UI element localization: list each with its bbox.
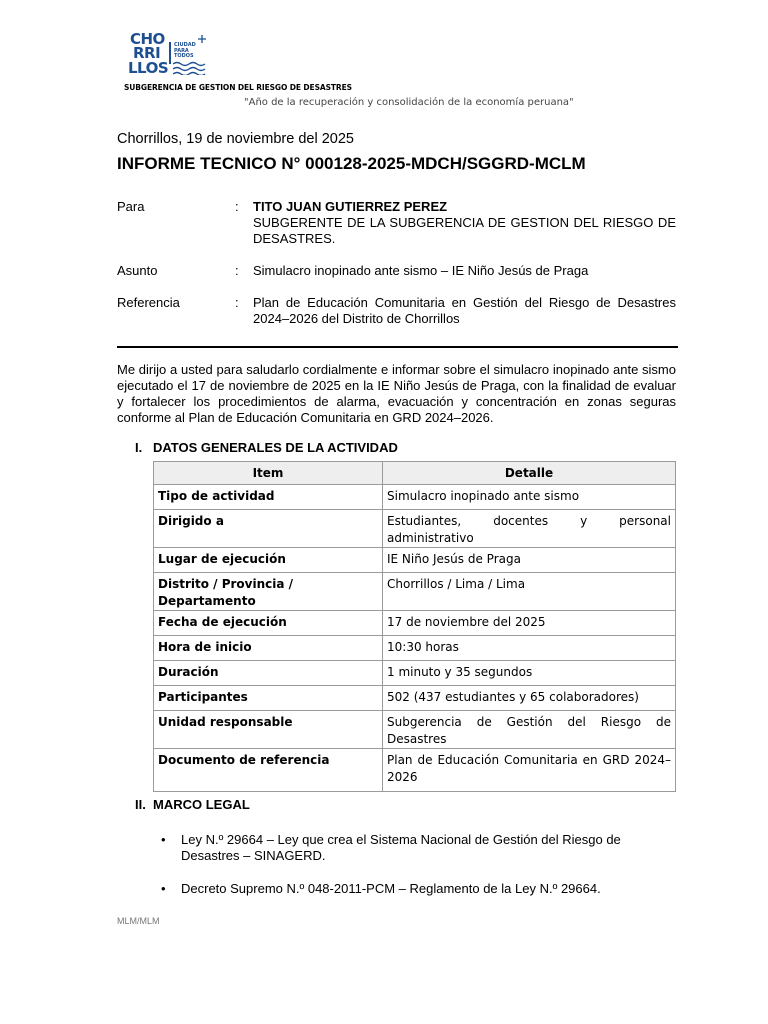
field-colon: : <box>235 263 239 278</box>
table-cell-item: Dirigido a <box>154 510 383 548</box>
field-colon: : <box>235 295 239 310</box>
table-cell-item: Participantes <box>154 686 383 711</box>
bullet-icon: • <box>161 832 166 847</box>
table-cell-item: Documento de referencia <box>154 749 383 792</box>
table-cell-detail: 1 minuto y 35 segundos <box>383 661 676 686</box>
table-row <box>154 510 676 548</box>
table-cell-detail: Plan de Educación Comunitaria en GRD 2024–2026 <box>383 749 676 792</box>
table-row <box>154 636 676 661</box>
table-cell-detail: 10:30 horas <box>383 636 676 661</box>
field-colon: : <box>235 199 239 214</box>
department-heading: SUBGERENCIA DE GESTION DEL RIESGO DE DESASTRES <box>124 83 352 92</box>
bullet-icon: • <box>161 881 166 896</box>
table-cell-item: Fecha de ejecución <box>154 611 383 636</box>
field-value-asunto: Simulacro inopinado ante sismo – IE Niño Jesús de Praga <box>253 263 589 278</box>
table-row <box>154 749 676 792</box>
logo-tagline: CIUDAD PARA TODOS <box>174 42 196 59</box>
table-row <box>154 548 676 573</box>
report-title: INFORME TECNICO N° 000128-2025-MDCH/SGGRD-MCLM <box>117 154 586 173</box>
table-cell-detail: Chorrillos / Lima / Lima <box>383 573 676 611</box>
table-cell-item: Duración <box>154 661 383 686</box>
field-label-referencia: Referencia <box>117 295 180 310</box>
table-header-detalle: Detalle <box>383 462 676 485</box>
section-title: MARCO LEGAL <box>153 797 250 812</box>
table-cell-detail: IE Niño Jesús de Praga <box>383 548 676 573</box>
horizontal-rule <box>117 346 678 348</box>
table-row <box>154 686 676 711</box>
plus-icon <box>197 34 207 44</box>
section-heading-2 <box>135 797 250 812</box>
table-cell-item: Unidad responsable <box>154 711 383 749</box>
logo-line-3: LLOS <box>128 59 169 77</box>
section-title: DATOS GENERALES DE LA ACTIVIDAD <box>153 440 398 455</box>
year-motto: "Año de la recuperación y consolidación de la economía peruana" <box>244 97 574 108</box>
table-row <box>154 711 676 749</box>
logo-divider <box>169 42 171 64</box>
table-row <box>154 485 676 510</box>
field-label-para: Para <box>117 199 145 214</box>
table-cell-item: Distrito / Provincia / Departamento <box>154 573 383 611</box>
table-row <box>154 573 676 611</box>
section-heading-1 <box>135 440 398 455</box>
section-number: II. <box>135 797 146 812</box>
table-header-row <box>154 462 676 485</box>
table-cell-detail: 502 (437 estudiantes y 65 colaboradores) <box>383 686 676 711</box>
section-number: I. <box>135 440 143 455</box>
table-cell-detail: Estudiantes, docentes y personal administrativo <box>383 510 676 548</box>
recipient-name: TITO JUAN GUTIERREZ PEREZ <box>253 199 448 214</box>
table-cell-item: Hora de inicio <box>154 636 383 661</box>
intro-paragraph: Me dirijo a usted para saludarlo cordialmente e informar sobre el simulacro inopinado ante sismo ejecutado el 17 de noviembre de 2025 en la IE Niño Jesús de Praga, con la finalidad de evaluar y fortalecer los procedimientos de alarma, evacuación y concentración en zonas seguras conforme al Plan de Educación Comunitaria en GRD 2024–2026. <box>117 362 676 425</box>
table-cell-detail: Simulacro inopinado ante sismo <box>383 485 676 510</box>
footer-initials: MLM/MLM <box>117 916 160 926</box>
document-date: Chorrillos, 19 de noviembre del 2025 <box>117 131 354 147</box>
activity-data-table <box>153 461 676 792</box>
field-value-referencia: Plan de Educación Comunitaria en Gestión del Riesgo de Desastres 2024–2026 del Distrito de Chorrillos <box>253 295 676 326</box>
table-cell-detail: 17 de noviembre del 2025 <box>383 611 676 636</box>
logo-line-1: CHO <box>130 30 165 48</box>
table-row <box>154 611 676 636</box>
chorrillos-logo <box>128 32 212 80</box>
table-cell-item: Tipo de actividad <box>154 485 383 510</box>
table-cell-detail: Subgerencia de Gestión del Riesgo de Desastres <box>383 711 676 749</box>
recipient-position: SUBGERENTE DE LA SUBGERENCIA DE GESTION DEL RIESGO DE DESASTRES. <box>253 215 676 246</box>
table-header-item: Item <box>154 462 383 485</box>
field-value-para <box>253 199 676 247</box>
legal-item: Decreto Supremo N.º 048-2011-PCM – Reglamento de la Ley N.º 29664. <box>181 881 601 896</box>
legal-item: Ley N.º 29664 – Ley que crea el Sistema Nacional de Gestión del Riesgo de Desastres – SINAGERD. <box>181 832 621 863</box>
logo-line-2: RRI <box>133 44 161 62</box>
waves-icon <box>173 61 211 75</box>
field-label-asunto: Asunto <box>117 263 158 278</box>
table-row <box>154 661 676 686</box>
table-cell-item: Lugar de ejecución <box>154 548 383 573</box>
